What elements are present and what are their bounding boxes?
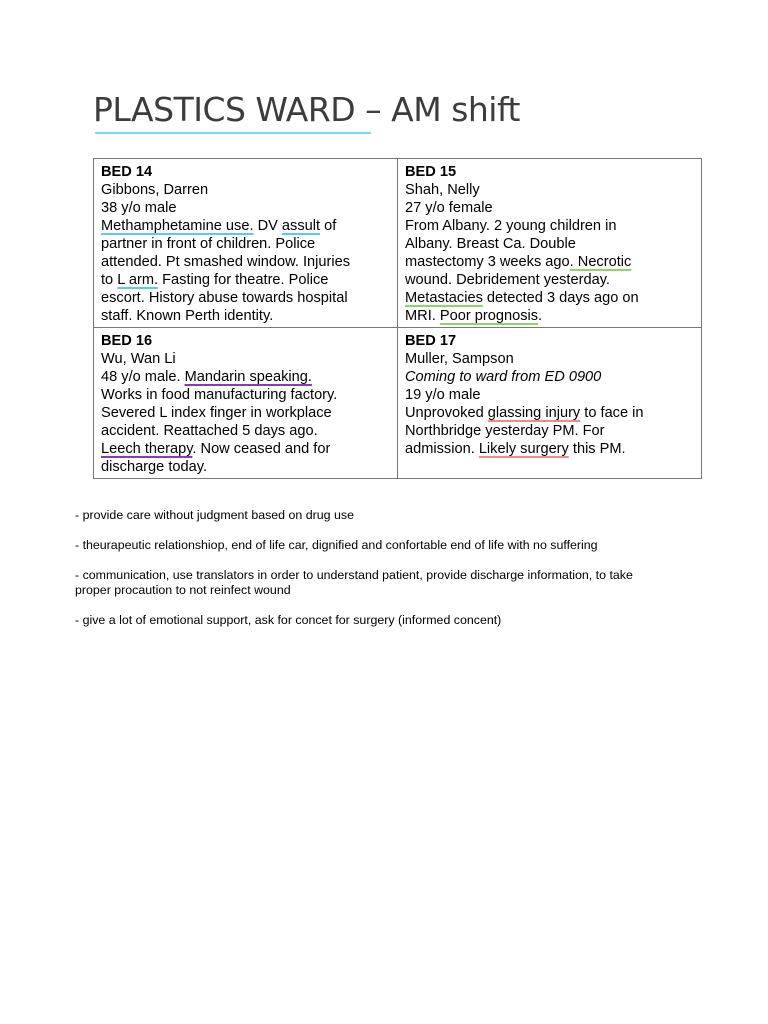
highlighted-text: Poor prognosis: [439, 308, 539, 324]
bed-detail-line: [405, 422, 695, 440]
bed-detail-line: [405, 253, 695, 271]
note-item: - theurapeutic relationshiop, end of life car, dignified and confortable end of life with no suffering: [75, 538, 598, 552]
bed-detail-line: [405, 217, 695, 235]
detail-text: Wu, Wan Li: [101, 351, 176, 367]
bed-detail-line: [101, 350, 391, 368]
detail-text: MRI.: [405, 308, 440, 324]
bed-label: BED 15: [405, 164, 457, 180]
detail-text: Northbridge yesterday PM. For: [405, 423, 605, 439]
detail-text: staff. Known Perth identity.: [101, 308, 274, 324]
detail-text: Works in food manufacturing factory.: [101, 387, 338, 403]
bed-details: [405, 181, 695, 325]
detail-text: Fasting for theatre. Police: [158, 272, 329, 288]
detail-text: DV: [253, 218, 282, 234]
detail-text: From Albany. 2 young children in: [405, 218, 617, 234]
detail-text: mastectomy 3 weeks ago: [405, 254, 570, 270]
bed-detail-line: [405, 235, 695, 253]
detail-text: 27 y/o female: [405, 200, 493, 216]
detail-text: Gibbons, Darren: [101, 182, 209, 198]
detail-text: . Now ceased and for: [192, 441, 331, 457]
bed-details: [101, 181, 391, 325]
bed-cell-17: [398, 328, 702, 479]
highlighted-text: Mandarin speaking.: [184, 369, 312, 385]
bed-detail-line: [405, 181, 695, 199]
note-item: - communication, use translators in order to understand patient, provide discharge information, to take proper procaution to not reinfect wound: [75, 568, 633, 597]
detail-text: this PM.: [568, 441, 626, 457]
bed-detail-line: [405, 199, 695, 217]
detail-text: attended. Pt smashed window. Injuries: [101, 254, 351, 270]
bed-label: BED 17: [405, 333, 457, 349]
title-underline: [95, 132, 371, 134]
bed-detail-line: [405, 404, 695, 422]
notes-list: [75, 508, 635, 643]
bed-label: BED 16: [101, 333, 153, 349]
bed-detail-line: [405, 271, 695, 289]
detail-text: Coming to ward from ED 0900: [405, 369, 602, 385]
bed-detail-line: [101, 217, 391, 235]
note-item: - provide care without judgment based on drug use: [75, 508, 354, 522]
highlighted-text: . Necrotic: [569, 254, 632, 270]
highlighted-text: glassing injury: [487, 405, 581, 421]
bed-detail-line: [405, 307, 695, 325]
page-title: PLASTICS WARD – AM shift: [93, 90, 520, 129]
detail-text: 48 y/o male.: [101, 369, 185, 385]
detail-text: partner in front of children. Police: [101, 236, 316, 252]
bed-detail-line: [405, 289, 695, 307]
bed-details: [101, 350, 391, 476]
highlighted-text: L arm.: [117, 272, 159, 288]
bed-detail-line: [101, 368, 391, 386]
bed-detail-line: [101, 307, 391, 325]
bed-details: [405, 350, 695, 458]
detail-text: Shah, Nelly: [405, 182, 480, 198]
bed-label: BED 14: [101, 164, 153, 180]
detail-text: Unprovoked: [405, 405, 488, 421]
bed-row: [94, 159, 702, 328]
detail-text: Muller, Sampson: [405, 351, 514, 367]
highlighted-text: assult: [281, 218, 321, 234]
bed-detail-line: [101, 271, 391, 289]
bed-detail-line: [101, 235, 391, 253]
bed-detail-line: [101, 440, 391, 458]
detail-text: detected 3 days ago on: [482, 290, 639, 306]
bed-detail-line: [101, 181, 391, 199]
bed-detail-line: [405, 350, 695, 368]
detail-text: of: [320, 218, 337, 234]
note-item: - give a lot of emotional support, ask for concet for surgery (informed concent): [75, 613, 502, 627]
detail-text: Severed L index finger in workplace: [101, 405, 332, 421]
highlighted-text: Leech therapy: [101, 441, 193, 457]
bed-detail-line: [101, 458, 391, 476]
detail-text: .: [538, 308, 543, 324]
detail-text: accident. Reattached 5 days ago.: [101, 423, 318, 439]
bed-detail-line: [101, 404, 391, 422]
highlighted-text: Likely surgery: [478, 441, 569, 457]
bed-detail-line: [101, 253, 391, 271]
bed-cell-15: [398, 159, 702, 328]
highlighted-text: Metastacies: [405, 290, 483, 306]
detail-text: 19 y/o male: [405, 387, 481, 403]
bed-detail-line: [101, 199, 391, 217]
bed-cell-14: [94, 159, 398, 328]
bed-table: [93, 158, 702, 479]
detail-text: 38 y/o male: [101, 200, 177, 216]
detail-text: admission.: [405, 441, 479, 457]
bed-row: [94, 328, 702, 479]
detail-text: escort. History abuse towards hospital: [101, 290, 348, 306]
detail-text: Albany. Breast Ca. Double: [405, 236, 576, 252]
detail-text: to: [101, 272, 118, 288]
detail-text: wound. Debridement yesterday.: [405, 272, 610, 288]
detail-text: to face in: [580, 405, 644, 421]
bed-detail-line: [101, 422, 391, 440]
bed-detail-line: [405, 386, 695, 404]
bed-detail-line: [405, 440, 695, 458]
bed-detail-line: [405, 368, 695, 386]
highlighted-text: Methamphetamine use.: [101, 218, 254, 234]
bed-detail-line: [101, 289, 391, 307]
bed-detail-line: [101, 386, 391, 404]
detail-text: discharge today.: [101, 459, 208, 475]
bed-cell-16: [94, 328, 398, 479]
